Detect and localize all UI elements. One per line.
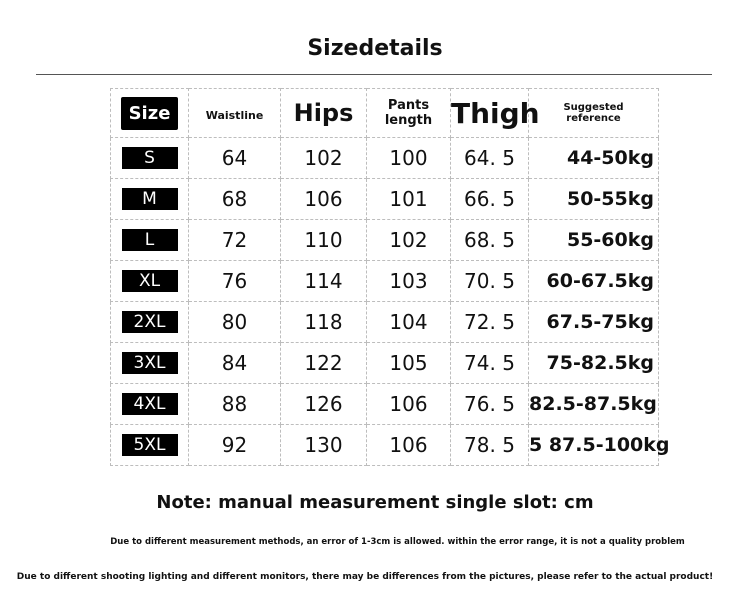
pants-length-cell: 106 <box>367 425 451 466</box>
header-size: Size <box>111 89 189 138</box>
hips-cell: 102 <box>281 138 367 179</box>
size-cell: M <box>111 179 189 220</box>
table-row <box>111 179 659 220</box>
hips-cell: 106 <box>281 179 367 220</box>
reference-cell: 82.5-87.5kg <box>529 384 659 425</box>
waistline-cell: 76 <box>189 261 281 302</box>
thigh-cell: 68. 5 <box>451 220 529 261</box>
reference-cell: 55-60kg <box>529 220 659 261</box>
header-suggested-reference: Suggested reference <box>529 89 659 138</box>
hips-cell: 110 <box>281 220 367 261</box>
pants-length-cell: 103 <box>367 261 451 302</box>
size-cell: 3XL <box>111 343 189 384</box>
table-row <box>111 425 659 466</box>
reference-cell: 44-50kg <box>529 138 659 179</box>
header-hips: Hips <box>281 89 367 138</box>
size-cell: L <box>111 220 189 261</box>
hips-cell: 114 <box>281 261 367 302</box>
reference-cell: 67.5-75kg <box>529 302 659 343</box>
header-waistline: Waistline <box>189 89 281 138</box>
hips-cell: 130 <box>281 425 367 466</box>
reference-cell: 75-82.5kg <box>529 343 659 384</box>
reference-cell: 60-67.5kg <box>529 261 659 302</box>
hips-cell: 122 <box>281 343 367 384</box>
hips-cell: 126 <box>281 384 367 425</box>
title-divider <box>36 74 712 75</box>
header-pants-length: Pants length <box>367 89 451 138</box>
thigh-cell: 74. 5 <box>451 343 529 384</box>
waistline-cell: 72 <box>189 220 281 261</box>
thigh-cell: 72. 5 <box>451 302 529 343</box>
thigh-cell: 70. 5 <box>451 261 529 302</box>
pants-length-cell: 101 <box>367 179 451 220</box>
error-disclaimer: Due to different measurement methods, an error of 1-3cm is allowed. within the error range, it is not a quality problem <box>110 537 685 547</box>
thigh-cell: 76. 5 <box>451 384 529 425</box>
waistline-cell: 80 <box>189 302 281 343</box>
size-cell: 2XL <box>111 302 189 343</box>
pants-length-cell: 104 <box>367 302 451 343</box>
pants-length-cell: 105 <box>367 343 451 384</box>
waistline-cell: 92 <box>189 425 281 466</box>
size-table <box>110 88 670 466</box>
size-cell: 4XL <box>111 384 189 425</box>
size-cell: XL <box>111 261 189 302</box>
waistline-cell: 64 <box>189 138 281 179</box>
table-row <box>111 384 659 425</box>
table-row <box>111 261 659 302</box>
display-disclaimer: Due to different shooting lighting and different monitors, there may be differences from the pictures, please refer to the actual product! <box>16 572 714 582</box>
waistline-cell: 84 <box>189 343 281 384</box>
table-row <box>111 220 659 261</box>
table-row <box>111 302 659 343</box>
thigh-cell: 78. 5 <box>451 425 529 466</box>
waistline-cell: 68 <box>189 179 281 220</box>
thigh-cell: 66. 5 <box>451 179 529 220</box>
table-row <box>111 343 659 384</box>
reference-cell: 5 87.5-100kg <box>529 425 659 466</box>
table-row <box>111 138 659 179</box>
thigh-cell: 64. 5 <box>451 138 529 179</box>
pants-length-cell: 102 <box>367 220 451 261</box>
measurement-note: Note: manual measurement single slot: cm <box>156 492 594 513</box>
page-title: Sizedetails <box>307 36 443 61</box>
pants-length-cell: 100 <box>367 138 451 179</box>
size-cell: 5XL <box>111 425 189 466</box>
size-cell: S <box>111 138 189 179</box>
reference-cell: 50-55kg <box>529 179 659 220</box>
header-thigh: Thigh <box>451 89 529 138</box>
pants-length-cell: 106 <box>367 384 451 425</box>
table-header-row <box>111 89 659 138</box>
waistline-cell: 88 <box>189 384 281 425</box>
hips-cell: 118 <box>281 302 367 343</box>
